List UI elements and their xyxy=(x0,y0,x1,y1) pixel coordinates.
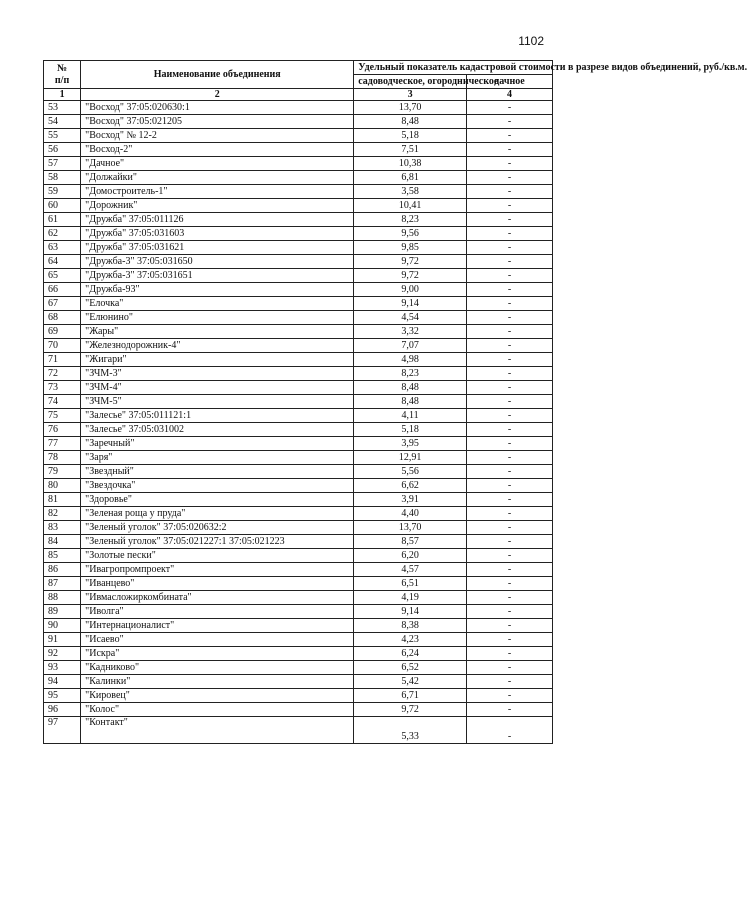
row-gardening-value: 8,57 xyxy=(354,535,467,549)
row-dacha-value: - xyxy=(466,325,552,339)
table-row xyxy=(44,409,553,423)
row-gardening-value: 6,52 xyxy=(354,661,467,675)
table-row xyxy=(44,703,553,717)
row-name: "Золотые пески" xyxy=(81,549,354,563)
row-number: 96 xyxy=(44,703,81,717)
row-number: 76 xyxy=(44,423,81,437)
row-gardening-value: 4,40 xyxy=(354,507,467,521)
row-number: 53 xyxy=(44,101,81,115)
row-number: 60 xyxy=(44,199,81,213)
row-number: 55 xyxy=(44,129,81,143)
row-gardening-value: 10,38 xyxy=(354,157,467,171)
row-number: 78 xyxy=(44,451,81,465)
row-name: "Дружба" 37:05:031603 xyxy=(81,227,354,241)
row-name: "Иволга" xyxy=(81,605,354,619)
row-name: "Дачное" xyxy=(81,157,354,171)
row-name: "ЗЧМ-4" xyxy=(81,381,354,395)
column-index-row xyxy=(44,89,553,101)
table-row xyxy=(44,325,553,339)
row-number: 94 xyxy=(44,675,81,689)
column-index-1: 1 xyxy=(44,89,81,101)
row-gardening-value: 4,54 xyxy=(354,311,467,325)
row-number: 90 xyxy=(44,619,81,633)
row-gardening-value: 9,72 xyxy=(354,703,467,717)
row-gardening-value: 6,51 xyxy=(354,577,467,591)
header-indicator-group: Удельный показатель кадастровой стоимости в разрезе видов объединений, руб./кв.м. xyxy=(354,61,553,75)
table-row xyxy=(44,367,553,381)
row-number: 72 xyxy=(44,367,81,381)
row-number: 64 xyxy=(44,255,81,269)
table-row xyxy=(44,717,553,744)
table-row xyxy=(44,353,553,367)
row-dacha-value: - xyxy=(466,549,552,563)
row-dacha-value: - xyxy=(466,339,552,353)
row-name: "Иванцево" xyxy=(81,577,354,591)
row-gardening-value: 9,85 xyxy=(354,241,467,255)
row-gardening-value: 3,32 xyxy=(354,325,467,339)
row-gardening-value: 9,14 xyxy=(354,605,467,619)
table-row xyxy=(44,507,553,521)
table-row xyxy=(44,451,553,465)
table-row xyxy=(44,101,553,115)
row-dacha-value: - xyxy=(466,619,552,633)
row-name: "Звездный" xyxy=(81,465,354,479)
row-dacha-value: - xyxy=(466,479,552,493)
header-dacha: дачное xyxy=(466,75,552,89)
row-name: "Дружба-3" 37:05:031650 xyxy=(81,255,354,269)
row-number: 88 xyxy=(44,591,81,605)
row-name: "ЗЧМ-3" xyxy=(81,367,354,381)
row-gardening-value: 7,51 xyxy=(354,143,467,157)
row-gardening-value: 13,70 xyxy=(354,101,467,115)
table-row xyxy=(44,339,553,353)
row-gardening-value: 8,48 xyxy=(354,381,467,395)
table-row xyxy=(44,563,553,577)
row-dacha-value: - xyxy=(466,437,552,451)
row-number: 86 xyxy=(44,563,81,577)
row-gardening-value: 6,20 xyxy=(354,549,467,563)
row-dacha-value: - xyxy=(466,493,552,507)
row-dacha-value: - xyxy=(466,143,552,157)
row-gardening-value: 8,23 xyxy=(354,213,467,227)
row-dacha-value: - xyxy=(466,199,552,213)
row-gardening-value: 8,48 xyxy=(354,115,467,129)
table-row xyxy=(44,129,553,143)
row-gardening-value: 4,23 xyxy=(354,633,467,647)
row-gardening-value: 3,58 xyxy=(354,185,467,199)
row-name: "Заречный" xyxy=(81,437,354,451)
row-gardening-value: 9,14 xyxy=(354,297,467,311)
column-index-4: 4 xyxy=(466,89,552,101)
table-row xyxy=(44,479,553,493)
table-row xyxy=(44,521,553,535)
row-gardening-value: 4,57 xyxy=(354,563,467,577)
row-dacha-value: - xyxy=(466,563,552,577)
column-index-3: 3 xyxy=(354,89,467,101)
row-name: "Зеленый уголок" 37:05:020632:2 xyxy=(81,521,354,535)
row-name: "Залесье" 37:05:031002 xyxy=(81,423,354,437)
row-number: 62 xyxy=(44,227,81,241)
row-dacha-value: - xyxy=(466,535,552,549)
table-row xyxy=(44,619,553,633)
row-dacha-value: - xyxy=(466,353,552,367)
row-dacha-value: - xyxy=(466,689,552,703)
row-dacha-value: - xyxy=(466,241,552,255)
row-number: 58 xyxy=(44,171,81,185)
row-gardening-value: 5,56 xyxy=(354,465,467,479)
row-name: "Елюнино" xyxy=(81,311,354,325)
row-gardening-value: 6,62 xyxy=(354,479,467,493)
row-gardening-value: 4,11 xyxy=(354,409,467,423)
row-gardening-value: 9,72 xyxy=(354,255,467,269)
row-number: 69 xyxy=(44,325,81,339)
row-number: 75 xyxy=(44,409,81,423)
table-row xyxy=(44,577,553,591)
row-gardening-value: 9,56 xyxy=(354,227,467,241)
row-name: "Ивагропромпроект" xyxy=(81,563,354,577)
column-index-2: 2 xyxy=(81,89,354,101)
row-number: 67 xyxy=(44,297,81,311)
table-row xyxy=(44,185,553,199)
row-number: 59 xyxy=(44,185,81,199)
table-row xyxy=(44,269,553,283)
table-row xyxy=(44,689,553,703)
row-dacha-value: - xyxy=(466,255,552,269)
row-dacha-value: - xyxy=(466,185,552,199)
row-number: 89 xyxy=(44,605,81,619)
page-number: 1102 xyxy=(518,34,544,48)
row-name: "Колос" xyxy=(81,703,354,717)
table-row xyxy=(44,661,553,675)
row-name: "Дружба-93" xyxy=(81,283,354,297)
table-row xyxy=(44,143,553,157)
table-row xyxy=(44,381,553,395)
row-number: 74 xyxy=(44,395,81,409)
row-name: "Восход" 37:05:020630:1 xyxy=(81,101,354,115)
row-number: 79 xyxy=(44,465,81,479)
row-dacha-value: - xyxy=(466,465,552,479)
row-dacha-value: - xyxy=(466,605,552,619)
row-gardening-value: 8,48 xyxy=(354,395,467,409)
row-gardening-value: 8,23 xyxy=(354,367,467,381)
table-row xyxy=(44,297,553,311)
row-dacha-value: - xyxy=(466,675,552,689)
header-gardening: садоводческое, огородническое xyxy=(354,75,467,89)
row-dacha-value: - xyxy=(466,115,552,129)
table-row xyxy=(44,675,553,689)
row-name: "Жары" xyxy=(81,325,354,339)
row-name: "Залесье" 37:05:011121:1 xyxy=(81,409,354,423)
row-number: 92 xyxy=(44,647,81,661)
row-name: "Исаево" xyxy=(81,633,354,647)
row-dacha-value: - xyxy=(466,311,552,325)
row-gardening-value: 4,19 xyxy=(354,591,467,605)
row-dacha-value: - xyxy=(466,633,552,647)
row-number: 73 xyxy=(44,381,81,395)
row-name: "Елочка" xyxy=(81,297,354,311)
table-row xyxy=(44,171,553,185)
row-gardening-value: 5,18 xyxy=(354,129,467,143)
header-number-label: № п/п xyxy=(54,62,70,86)
row-dacha-value: - xyxy=(466,129,552,143)
row-name: "Кировец" xyxy=(81,689,354,703)
row-gardening-value: 9,72 xyxy=(354,269,467,283)
row-number: 71 xyxy=(44,353,81,367)
row-name: "Жигари" xyxy=(81,353,354,367)
row-name: "Ивмасложиркомбината" xyxy=(81,591,354,605)
row-name: "Звездочка" xyxy=(81,479,354,493)
row-dacha-value: - xyxy=(466,269,552,283)
row-number: 83 xyxy=(44,521,81,535)
row-name: "Дружба" 37:05:011126 xyxy=(81,213,354,227)
table-row xyxy=(44,311,553,325)
row-number: 80 xyxy=(44,479,81,493)
row-name: "Дружба" 37:05:031621 xyxy=(81,241,354,255)
table-row xyxy=(44,535,553,549)
table-body xyxy=(44,101,553,744)
header-name: Наименование объединения xyxy=(81,61,354,89)
table-row xyxy=(44,549,553,563)
table-row xyxy=(44,591,553,605)
row-dacha-value: - xyxy=(466,213,552,227)
table-row xyxy=(44,213,553,227)
row-number: 82 xyxy=(44,507,81,521)
table-row xyxy=(44,437,553,451)
row-name: "ЗЧМ-5" xyxy=(81,395,354,409)
row-name: "Интернационалист" xyxy=(81,619,354,633)
row-number: 57 xyxy=(44,157,81,171)
row-number: 56 xyxy=(44,143,81,157)
row-gardening-value: 5,18 xyxy=(354,423,467,437)
row-name: "Дорожник" xyxy=(81,199,354,213)
table-row xyxy=(44,157,553,171)
row-dacha-value: - xyxy=(466,507,552,521)
row-number: 97 xyxy=(44,717,81,744)
row-name: "Заря" xyxy=(81,451,354,465)
table-row xyxy=(44,115,553,129)
table-row xyxy=(44,493,553,507)
row-gardening-value: 7,07 xyxy=(354,339,467,353)
row-number: 63 xyxy=(44,241,81,255)
row-number: 68 xyxy=(44,311,81,325)
row-dacha-value: - xyxy=(466,367,552,381)
row-dacha-value: - xyxy=(466,227,552,241)
row-number: 54 xyxy=(44,115,81,129)
row-name: "Зеленый уголок" 37:05:021227:1 37:05:021223 xyxy=(81,535,354,549)
row-name: "Восход" 37:05:021205 xyxy=(81,115,354,129)
table-row xyxy=(44,423,553,437)
row-gardening-value: 6,24 xyxy=(354,647,467,661)
table-row xyxy=(44,647,553,661)
row-dacha-value: - xyxy=(466,451,552,465)
row-name: "Зеленая роща у пруда" xyxy=(81,507,354,521)
row-number: 87 xyxy=(44,577,81,591)
row-gardening-value: 13,70 xyxy=(354,521,467,535)
table-row xyxy=(44,241,553,255)
row-number: 61 xyxy=(44,213,81,227)
row-number: 81 xyxy=(44,493,81,507)
row-dacha-value: - xyxy=(466,423,552,437)
row-dacha-value: - xyxy=(466,157,552,171)
row-dacha-value: - xyxy=(466,297,552,311)
row-number: 66 xyxy=(44,283,81,297)
row-dacha-value: - xyxy=(466,647,552,661)
row-gardening-value: 3,95 xyxy=(354,437,467,451)
row-name: "Восход-2" xyxy=(81,143,354,157)
row-dacha-value: - xyxy=(466,171,552,185)
row-number: 84 xyxy=(44,535,81,549)
row-dacha-value: - xyxy=(466,395,552,409)
table-row xyxy=(44,395,553,409)
row-dacha-value: - xyxy=(466,101,552,115)
row-gardening-value: 12,91 xyxy=(354,451,467,465)
row-name: "Калинки" xyxy=(81,675,354,689)
row-name: "Дружба-3" 37:05:031651 xyxy=(81,269,354,283)
row-dacha-value: - xyxy=(466,661,552,675)
cadastral-value-table xyxy=(43,60,747,744)
table-row xyxy=(44,255,553,269)
row-gardening-value: 4,98 xyxy=(354,353,467,367)
row-gardening-value: 8,38 xyxy=(354,619,467,633)
row-number: 65 xyxy=(44,269,81,283)
row-dacha-value: - xyxy=(466,521,552,535)
row-number: 91 xyxy=(44,633,81,647)
row-gardening-value: 6,81 xyxy=(354,171,467,185)
row-gardening-value: 6,71 xyxy=(354,689,467,703)
row-number: 70 xyxy=(44,339,81,353)
header-number xyxy=(44,61,81,89)
row-dacha-value: - xyxy=(466,409,552,423)
row-name: "Здоровье" xyxy=(81,493,354,507)
row-number: 85 xyxy=(44,549,81,563)
table-row xyxy=(44,633,553,647)
table-row xyxy=(44,465,553,479)
row-name: "Домостроитель-1" xyxy=(81,185,354,199)
row-gardening-value: 9,00 xyxy=(354,283,467,297)
row-name: "Контакт" xyxy=(81,717,354,744)
row-dacha-value: - xyxy=(466,717,552,744)
row-gardening-value: 5,42 xyxy=(354,675,467,689)
row-dacha-value: - xyxy=(466,591,552,605)
row-dacha-value: - xyxy=(466,283,552,297)
table-row xyxy=(44,283,553,297)
row-name: "Кадниково" xyxy=(81,661,354,675)
table-row xyxy=(44,199,553,213)
row-dacha-value: - xyxy=(466,703,552,717)
row-number: 77 xyxy=(44,437,81,451)
row-gardening-value: 3,91 xyxy=(354,493,467,507)
table-row xyxy=(44,605,553,619)
row-gardening-value: 5,33 xyxy=(354,717,467,744)
row-dacha-value: - xyxy=(466,577,552,591)
row-number: 95 xyxy=(44,689,81,703)
row-name: "Должайки" xyxy=(81,171,354,185)
table-row xyxy=(44,227,553,241)
row-name: "Искра" xyxy=(81,647,354,661)
row-number: 93 xyxy=(44,661,81,675)
row-dacha-value: - xyxy=(466,381,552,395)
row-name: "Железнодорожник-4" xyxy=(81,339,354,353)
row-gardening-value: 10,41 xyxy=(354,199,467,213)
row-name: "Восход" № 12-2 xyxy=(81,129,354,143)
